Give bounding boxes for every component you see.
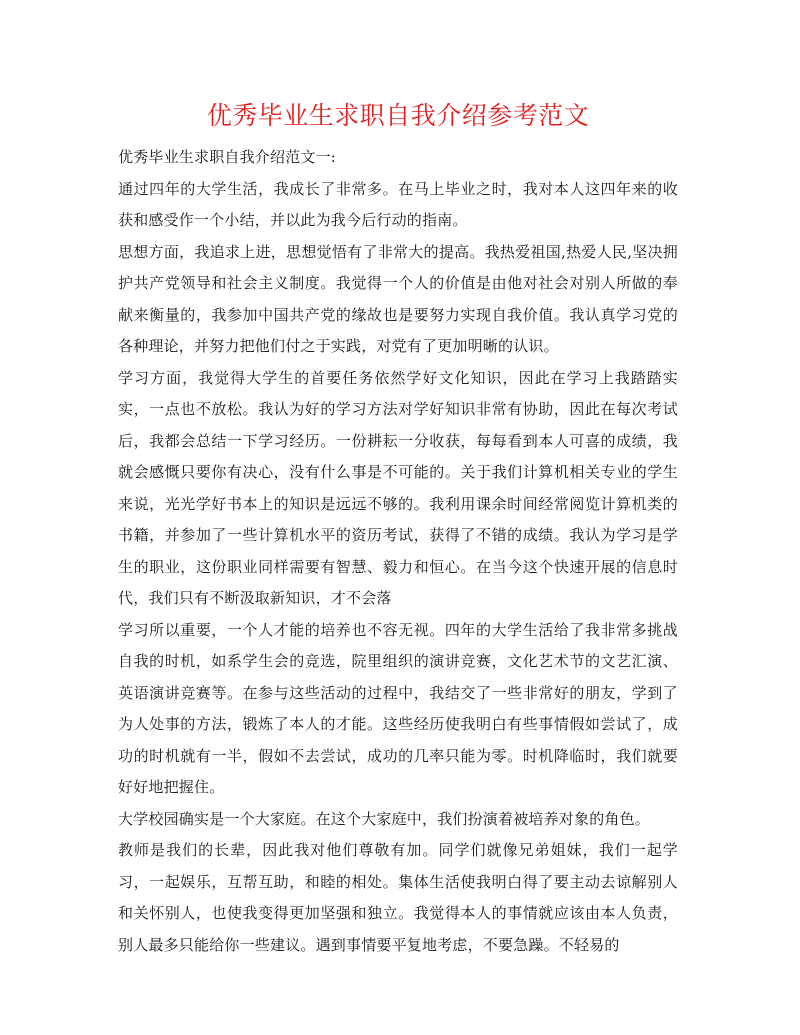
- document-page: [118, 96, 678, 961]
- paragraph-activities: 学习所以重要，一个人才能的培养也不容无视。四年的大学生活给了我非常多挑战自我的时机，如系学生会的竞选，院里组织的演讲竞赛，文化艺术节的文艺汇演、英语演讲竞赛等。在参与这些活动的过程中，我结交了一些非常好的朋友，学到了为人处事的方法，锻炼了本人的才能。这些经历使我明白有些事情假如尝试了，成功的时机就有一半，假如不去尝试，成功的几率只能为零。时机降临时，我们就要好好地把握住。: [118, 620, 678, 796]
- paragraph-teachers-classmates: 教师是我们的长辈，因此我对他们尊敬有加。同学们就像兄弟姐妹，我们一起学习，一起娱乐，互帮互助，和睦的相处。集体生活使我明白得了要主动去谅解别人和关怀别人，也使我变得更加坚强和独立。我觉得本人的事情就应该由本人负责，别人最多只能给你一些建议。遇到事情要平复地考虑，不要急躁。不轻易的: [118, 841, 678, 954]
- paragraph-intro-heading: 优秀毕业生求职自我介绍范文一:: [118, 148, 337, 166]
- paragraph-study: 学习方面，我觉得大学生的首要任务依然学好文化知识，因此在学习上我踏踏实实，一点也不放松。我认为好的学习方法对学好知识非常有协助，因此在每次考试后，我都会总结一下学习经历。一份耕耘一分收获，每每看到本人可喜的成绩，我就会感慨只要你有决心，没有什么事是不可能的。关于我们计算机相关专业的学生来说，光光学好书本上的知识是远远不够的。我利用课余时间经常阅览计算机类的书籍，并参加了一些计算机水平的资历考试，获得了不错的成绩。我认为学习是学生的职业，这份职业同样需要有智慧、毅力和恒心。在当今这个快速开展的信息时代，我们只有不断汲取新知识，才不会落: [118, 368, 678, 607]
- paragraph-ideology: 思想方面，我追求上进，思想觉悟有了非常大的提高。我热爱祖国,热爱人民,坚决拥护共产党领导和社会主义制度。我觉得一个人的价值是由他对社会对别人所做的奉献来衡量的，我参加中国共产党的缘故也是要努力实现自我价值。我认真学习党的各种理论，并努力把他们付之于实践，对党有了更加明晰的认识。: [118, 242, 678, 355]
- document-title: 优秀毕业生求职自我介绍参考范文: [206, 101, 590, 130]
- paragraph-campus-family: 大学校园确实是一个大家庭。在这个大家庭中，我们扮演着被培养对象的角色。: [118, 809, 651, 828]
- paragraph-summary: 通过四年的大学生活，我成长了非常多。在马上毕业之时，我对本人这四年来的收获和感受作一个小结，并以此为我今后行动的指南。: [118, 179, 678, 229]
